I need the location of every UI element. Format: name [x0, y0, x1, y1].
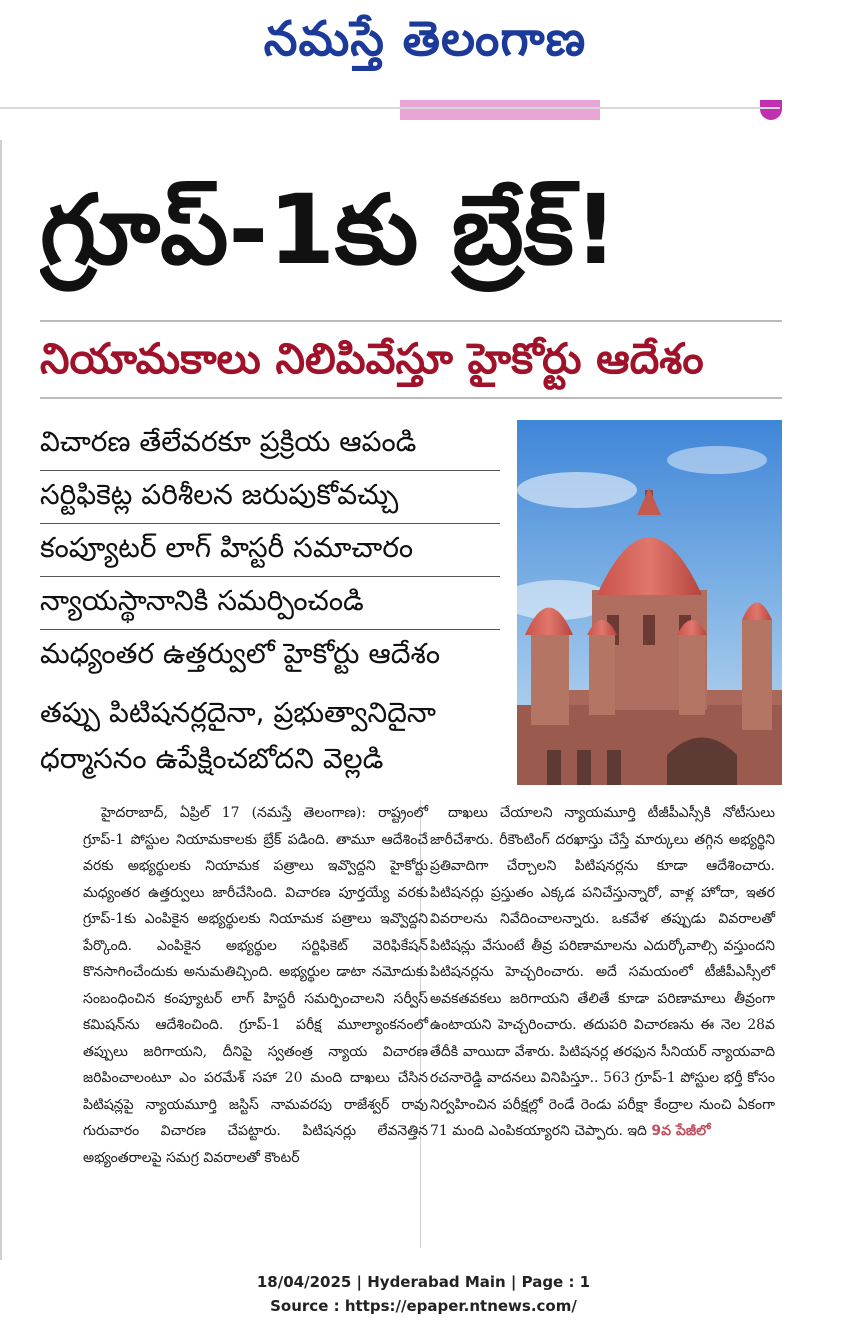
subhead-rule-bottom: [40, 397, 782, 399]
source-link[interactable]: Source : https://epaper.ntnews.com/: [270, 1297, 577, 1315]
page-footer: [0, 1270, 847, 1318]
tagline-line: ధర్మాసనం ఉపేక్షించబోదని వెల్లడి: [40, 742, 384, 775]
ad-strip: [400, 100, 600, 120]
key-point: కంప్యూటర్ లాగ్ హిస్టరీ సమాచారం: [40, 526, 500, 577]
key-point: సర్టిఫికెట్ల పరిశీలన జరుపుకోవచ్చు: [40, 473, 500, 524]
article-column-1: [83, 800, 428, 1171]
key-point: న్యాయస్థానానికి సమర్పించండి: [40, 579, 500, 630]
ad-badge: [760, 100, 782, 120]
article-column-2: [430, 800, 775, 1145]
edition-info: 18/04/2025 | Hyderabad Main | Page : 1: [256, 1273, 591, 1291]
tagline-line: తప్పు పిటిషనర్లదైనా, ప్రభుత్వానిదైనా: [40, 696, 436, 729]
newspaper-logo: నమస్తే తెలంగాణ: [263, 11, 587, 67]
key-points: [40, 420, 500, 684]
masthead: [0, 0, 847, 100]
article-text: దాఖలు చేయాలని న్యాయమూర్తి టీజీపీఎస్సీకి నోటీసులు జారీచేశారు. రీకౌంటింగ్ దరఖాస్తు చేస్తే మార్కులు తగ్గిన అభ్యర్థిని ప్రతివాదిగా చేర్చాలని పిటిషనర్లను కూడా ఆదేశించారు. పిటిషనర్లు ప్రస్తుతం ఎక్కడ పనిచేస్తున్నారో, వాళ్ల హోదా, ఇతర వివరాలను నివేదించాలన్నారు. ఒకవేళ తప్పుడు వివరాలతో పిటిషన్లు వేసుంటే తీవ్ర పరిణామాలను ఎదుర్కోవాల్సి వస్తుందని పిటిషనర్లను హెచ్చరించారు. అదే సమయంలో టీజీపీఎస్సీలో అవకతవకలు జరిగాయని తేలితే కూడా పరిణామాలు తీవ్రంగా ఉంటాయని హెచ్చరించారు. తదుపరి విచారణను ఈ నెల 28వ తేదీకి వాయిదా వేశారు. పిటిషనర్ల తరఫున సీనియర్ న్యాయవాది రచనారెడ్డి వాదనలు వినిపిస్తూ.. 563 గ్రూప్-1 పోస్టుల భర్తీ కోసం నిర్వహించిన పరీక్షల్లో రెండే రెండు పరీక్షా కేంద్రాల నుంచి ఏకంగా 71 మంది ఎంపికయ్యారని చెప్పారు. ఇది: [430, 805, 775, 1139]
page-left-border: [0, 140, 2, 1260]
article-text: హైదరాబాద్, ఏప్రిల్ 17 (నమస్తే తెలంగాణ): రాష్ట్రంలో గ్రూప్-1 పోస్టుల నియామకాలకు బ్రేక్ పడింది. తామూ ఆదేశించే వరకు అభ్యర్థులకు నియామక పత్రాలు ఇవ్వొద్దని హైకోర్టు మధ్యంతర ఉత్తర్వులు జారీచేసింది. విచారణ పూర్తయ్యే వరకు గ్రూప్-1కు ఎంపికైన అభ్యర్థులకు నియామక పత్రాలు ఇవ్వొద్దని పేర్కొంది. ఎంపికైన అభ్యర్థుల సర్టిఫికెట్ వెరిఫికేషన్ కొనసాగించేందుకు అనుమతిచ్చింది. అభ్యర్థుల డాటా నమోదుకు సంబంధించిన కంప్యూటర్ లాగ్ హిస్టరీ సమర్పించాలని సర్వీస్ కమిషన్‌ను ఆదేశించింది. గ్రూప్-1 పరీక్ష మూల్యాంకనంలో తప్పులు జరిగాయని, దీనిపై స్వతంత్ర న్యాయ విచారణ జరిపించాలంటూ ఎం పరమేశ్ సహా 20 మంది దాఖలు చేసిన పిటిషన్లపై న్యాయమూర్తి జస్టిస్ నామవరపు రాజేశ్వర్ రావు గురువారం విచారణ చేపట్టారు. పిటిషనర్లు లేవనెత్తిన అభ్యంతరాలపై సమగ్ర వివరాలతో కౌంటర్: [83, 805, 428, 1166]
continued-on-page-link[interactable]: 9వ పేజీలో: [651, 1123, 711, 1139]
key-point: విచారణ తేలేవరకూ ప్రక్రియ ఆపండి: [40, 420, 500, 471]
subheadline: నియామకాలు నిలిపివేస్తూ హైకోర్టు ఆదేశం: [40, 334, 704, 383]
headline: గ్రూప్-1కు బ్రేక్!: [40, 174, 618, 286]
masthead-divider: [0, 107, 780, 109]
key-point: మధ్యంతర ఉత్తర్వులో హైకోర్టు ఆదేశం: [40, 637, 441, 670]
subhead-rule-top: [40, 320, 782, 322]
tagline: [40, 690, 500, 782]
high-court-photo: [517, 420, 782, 785]
